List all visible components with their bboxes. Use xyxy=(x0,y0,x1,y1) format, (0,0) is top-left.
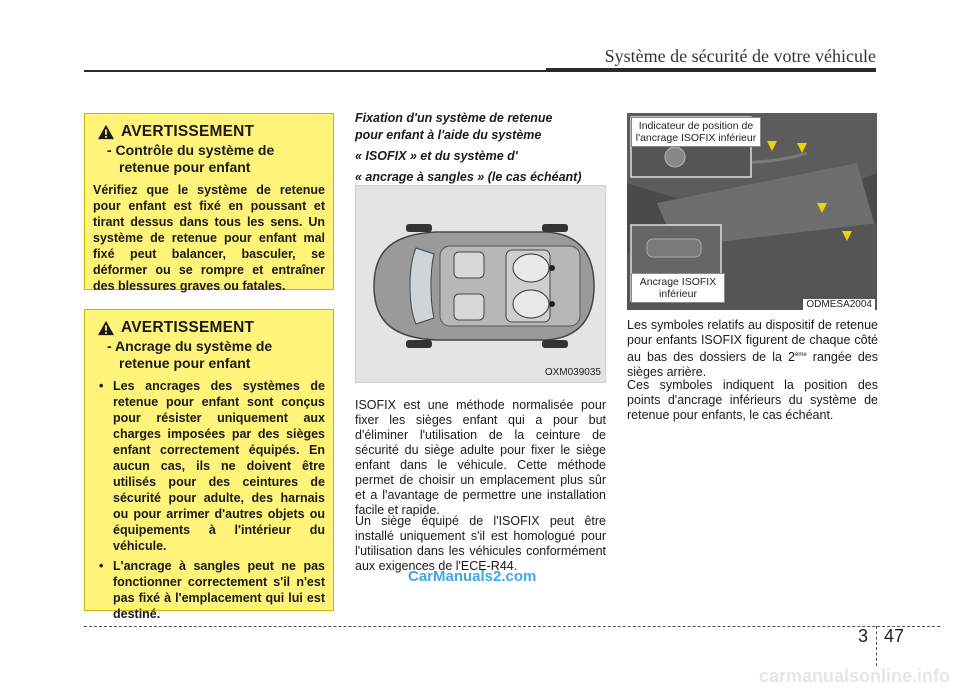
site-watermark[interactable]: CarManuals2.com xyxy=(408,568,537,585)
warning-subtitle: - Ancrage du système de retenue pour enfant xyxy=(107,338,273,371)
paragraph-text: Les symboles relatifs au dispositif de retenue pour enfants ISOFIX figurent de chaque côté au bas des dossiers de la 2 xyxy=(627,318,878,365)
isofix-position-paragraph: Ces symboles indiquent la position des points d'ancrage inférieurs du système de retenue pour enfants, le cas échéant. xyxy=(627,378,878,422)
warning-title: AVERTISSEMENT xyxy=(121,319,255,336)
warning-title: AVERTISSEMENT xyxy=(121,123,255,140)
warning-body: Vérifiez que le système de retenue pour enfant est fixé en poussant et tirant dessus dans tous les sens. Un système de retenue pour enfant mal fixé peut balancer, basculer, se déformer ou se rompre et entraîner des blessures graves ou fatales. xyxy=(93,183,325,293)
isofix-symbols-paragraph xyxy=(627,318,878,380)
section-title-line: Fixation d'un système de retenue xyxy=(355,111,553,125)
footer-page-divider xyxy=(876,626,877,666)
warning-triangle-icon xyxy=(97,124,115,140)
section-title-line: « ISOFIX » et du système d' xyxy=(355,149,518,163)
warning-box-child-restraint-check xyxy=(84,113,334,293)
warning-heading xyxy=(97,124,325,140)
figure-code: OXM039035 xyxy=(544,367,601,378)
page-header-title: Système de sécurité de votre véhicule xyxy=(604,46,876,66)
section-title-line: « ancrage à sangles » (le cas échéant) xyxy=(355,170,582,184)
page-number: 47 xyxy=(884,626,905,646)
header-rule-accent xyxy=(546,68,876,72)
footer-dashed-rule xyxy=(84,626,940,627)
warning-heading xyxy=(97,320,325,336)
warning-list-item: • Les ancrages des systèmes de retenue pour enfant sont conçus pour résister uniquement aux charges imposées par des sièges enfant correctement équipés. En aucun cas, ils ne doivent être utilisés pour des ceintures de sécurité pour adulte, des harnais ou pour arrimer d'autres objets ou équipements à l'intérieur du véhicule. xyxy=(93,378,325,554)
paragraph-text: rangée des sièges arrière. xyxy=(627,350,878,380)
superscript: ème xyxy=(795,352,807,358)
isofix-paragraph-1: ISOFIX est une méthode normalisée pour fixer les sièges enfant qui a pour but d'éliminer l'utilisation de la ceinture de sécurité du siège adulte pour fixer le siège enfant dans le véhicule. Cette méthode permet de choisir un emplacement plus sûr et a l'avantage de permettre une installation facile et rapide. xyxy=(355,398,606,517)
section-title xyxy=(355,111,606,187)
isofix-anchor-photo xyxy=(627,113,877,310)
warning-list-item: • L'ancrage à sangles peut ne pas fonctionner correctement s'il n'est pas fixé à l'emplacement qui lui est destiné. xyxy=(93,558,325,622)
warning-triangle-icon xyxy=(97,320,115,336)
callout-anchor-label: Ancrage ISOFIX inférieur xyxy=(631,273,725,303)
page-section-number: 3 xyxy=(858,626,869,646)
figure-code: ODMESA2004 xyxy=(803,299,875,310)
car-isofix-figure xyxy=(355,185,606,383)
warning-list xyxy=(93,378,325,622)
isofix-paragraph-2: Un siège équipé de l'ISOFIX peut être installé uniquement s'il est homologué pour l'utilisation dans les véhicules conformément aux exigences de l'ECE-R44. xyxy=(355,514,606,573)
warning-subtitle: - Contrôle du système de retenue pour enfant xyxy=(107,142,275,175)
callout-indicator-label: Indicateur de position de l'ancrage ISOFIX inférieur xyxy=(631,117,761,147)
warning-box-anchorage xyxy=(84,309,334,621)
section-title-line: pour enfant à l'aide du système xyxy=(355,128,542,142)
bottom-watermark: carmanualsonline.info xyxy=(758,666,950,686)
car-top-view-illustration xyxy=(356,186,605,382)
